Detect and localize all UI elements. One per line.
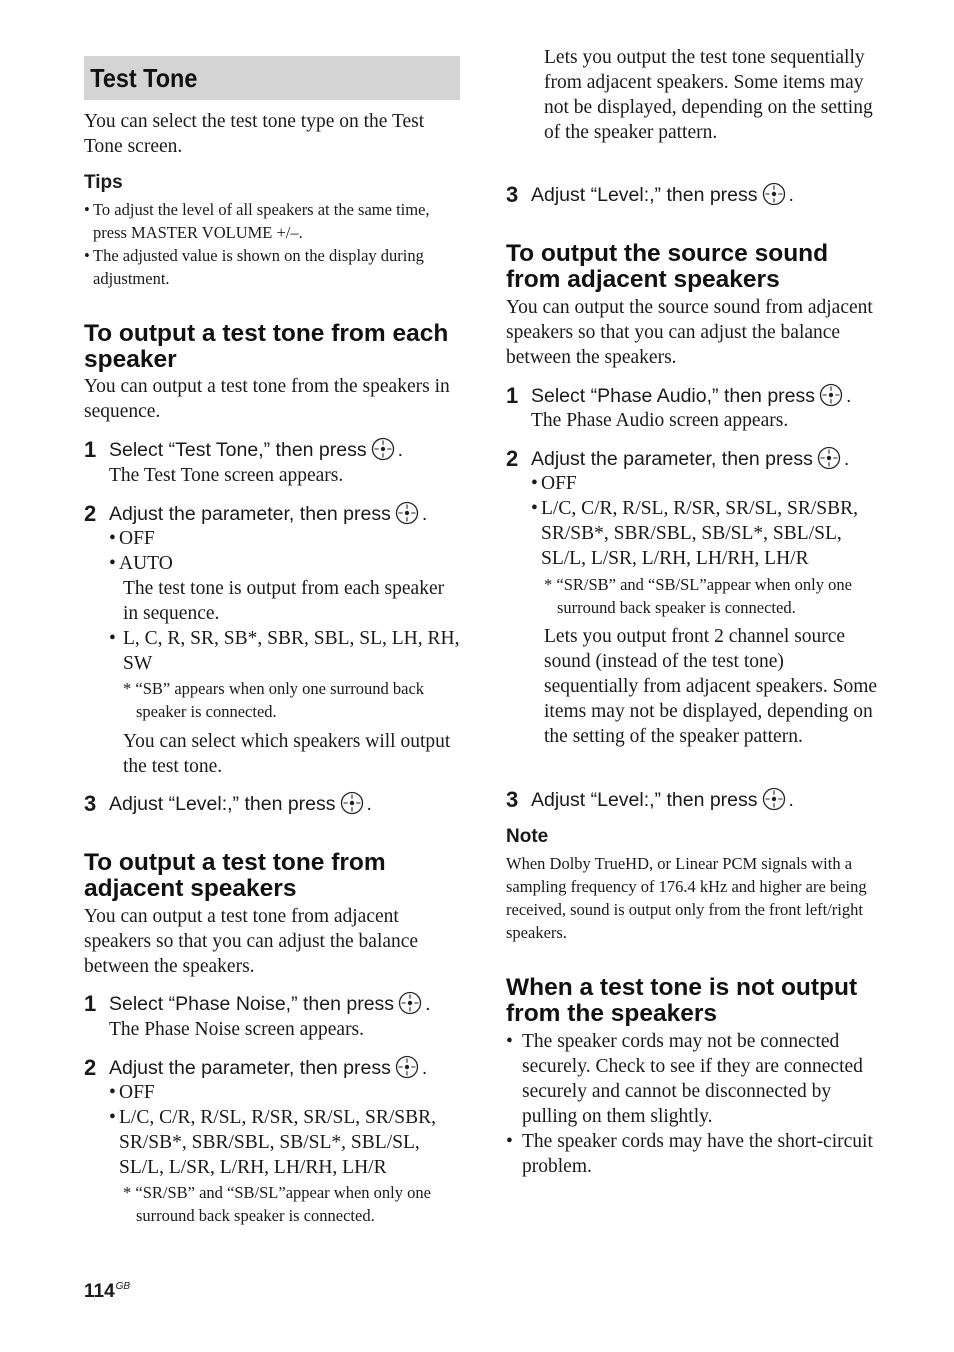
page-number-suffix: GB (115, 1281, 131, 1292)
adjacent-options (109, 1080, 460, 1180)
step-instruction: Adjust the parameter, then press (109, 1057, 391, 1079)
each-step-1: 1 Select “Test Tone,” then press . (84, 437, 404, 462)
step-number: 2 (84, 1055, 97, 1080)
source-step-1-result: The Phase Audio screen appears. (531, 410, 789, 431)
source-footnote: * “SR/SB” and “SB/SL”appear when only one surround back speaker is connected. (544, 575, 852, 617)
option-off: • OFF (531, 471, 882, 496)
adjacent-footnote: * “SR/SB” and “SB/SL”appear when only one surround back speaker is connected. (123, 1183, 431, 1225)
note-text: When Dolby TrueHD, or Linear PCM signals with a sampling frequency of 176.4 kHz and higher are being received, sound is output only from the front left/right speakers. (506, 854, 867, 942)
enter-button-icon (340, 791, 364, 815)
option-speaker-list: • L, C, R, SR, SB*, SBR, SBL, SL, LH, RH, SW (109, 626, 460, 676)
step-number: 2 (506, 446, 519, 471)
source-options (531, 471, 882, 571)
option-off: • OFF (109, 526, 460, 551)
step-instruction: Adjust “Level:,” then press (531, 184, 758, 206)
step-number: 3 (506, 787, 519, 812)
source-step-2: 2 Adjust the parameter, then press . (506, 446, 850, 471)
enter-button-icon (398, 991, 422, 1015)
each-footnote: * “SB” appears when only one surround back speaker is connected. (123, 679, 425, 721)
each-step-3: 3 Adjust “Level:,” then press . (84, 791, 372, 816)
each-step-2: 2 Adjust the parameter, then press . (84, 501, 428, 526)
step-instruction: Adjust “Level:,” then press (531, 789, 758, 811)
tips-list (84, 198, 460, 290)
source-step-1: 1 Select “Phase Audio,” then press . (506, 383, 852, 408)
section-title: Test Tone (90, 63, 198, 93)
step-instruction: Adjust the parameter, then press (109, 503, 391, 525)
page-number: $114^{GB}$ (84, 1281, 131, 1302)
each-speaker-intro: You can output a test tone from the speakers in sequence. (84, 376, 450, 422)
option-pair-list: • L/C, C/R, R/SL, R/SR, SR/SL, SR/SBR, SR/SB*, SBR/SBL, SB/SL*, SBL/SL, SL/L, L/SR, L/RH, LH/RH, LH/R (531, 496, 882, 571)
heading-each-speaker: To output a test tone from each speaker (84, 320, 449, 373)
each-step-1-result: The Test Tone screen appears. (109, 465, 344, 486)
step-instruction: Adjust “Level:,” then press (109, 793, 336, 815)
step-number: 3 (506, 182, 519, 207)
option-off: • OFF (109, 1080, 460, 1105)
tip-item: • The adjusted value is shown on the display during adjustment. (84, 244, 460, 290)
enter-button-icon (762, 787, 786, 811)
each-options (109, 526, 460, 676)
not-output-list (506, 1029, 882, 1179)
step-number: 1 (84, 991, 97, 1016)
adjacent-step-1-result: The Phase Noise screen appears. (109, 1019, 365, 1040)
adjacent-step-3: 3 Adjust “Level:,” then press . (506, 182, 794, 207)
adjacent-step-2: 2 Adjust the parameter, then press . (84, 1055, 428, 1080)
each-list-desc: You can select which speakers will output the test tone. (123, 731, 451, 777)
enter-button-icon (762, 182, 786, 206)
adjacent-step-1: 1 Select “Phase Noise,” then press . (84, 991, 431, 1016)
step-instruction: Select “Phase Noise,” then press (109, 993, 395, 1015)
adjacent-tone-intro: You can output a test tone from adjacent speakers so that you can adjust the balance between the speakers. (84, 906, 419, 977)
step-number: 2 (84, 501, 97, 526)
list-item: • The speaker cords may have the short-circuit problem. (506, 1129, 882, 1179)
list-item: • The speaker cords may not be connected securely. Check to see if they are connected securely and cannot be disconnected by pulling on them slightly. (506, 1029, 882, 1129)
option-pair-list: • L/C, C/R, R/SL, R/SR, SR/SL, SR/SBR, SR/SB*, SBR/SBL, SB/SL*, SBL/SL, SL/L, L/SR, L/RH, LH/RH, LH/R (109, 1105, 460, 1180)
step-number: 1 (506, 383, 519, 408)
step-number: 3 (84, 791, 97, 816)
enter-button-icon (817, 446, 841, 470)
heading-source-sound: To output the source sound from adjacent speakers (506, 240, 829, 293)
step-number: 1 (84, 437, 97, 462)
tips-heading: Tips (84, 172, 123, 193)
heading-adjacent-tone: To output a test tone from adjacent speakers (84, 849, 386, 902)
step-instruction: Select “Test Tone,” then press (109, 439, 367, 461)
section-intro: You can select the test tone type on the Test Tone screen. (84, 111, 425, 157)
adjacent-list-desc: Lets you output the test tone sequentially from adjacent speakers. Some items may not be displayed, depending on the setting of the speaker pattern. (544, 47, 873, 143)
enter-button-icon (395, 1055, 419, 1079)
note-heading: Note (506, 826, 549, 847)
source-step-3: 3 Adjust “Level:,” then press . (506, 787, 794, 812)
tip-item: • To adjust the level of all speakers at the same time, press MASTER VOLUME +/–. (84, 198, 460, 244)
step-instruction: Adjust the parameter, then press (531, 448, 813, 470)
enter-button-icon (819, 383, 843, 407)
enter-button-icon (395, 501, 419, 525)
heading-not-output: When a test tone is not output from the speakers (506, 974, 858, 1027)
section-title-bar (84, 56, 460, 100)
option-auto-desc: The test tone is output from each speaker in sequence. (123, 578, 445, 624)
option-auto: • AUTO (109, 551, 460, 576)
step-instruction: Select “Phase Audio,” then press (531, 385, 815, 407)
source-sound-intro: You can output the source sound from adjacent speakers so that you can adjust the balance between the speakers. (506, 297, 873, 368)
enter-button-icon (371, 437, 395, 461)
source-list-desc: Lets you output front 2 channel source sound (instead of the test tone) sequentially from adjacent speakers. Some items may not be displayed, depending on the setting of the speaker pattern. (544, 626, 878, 747)
